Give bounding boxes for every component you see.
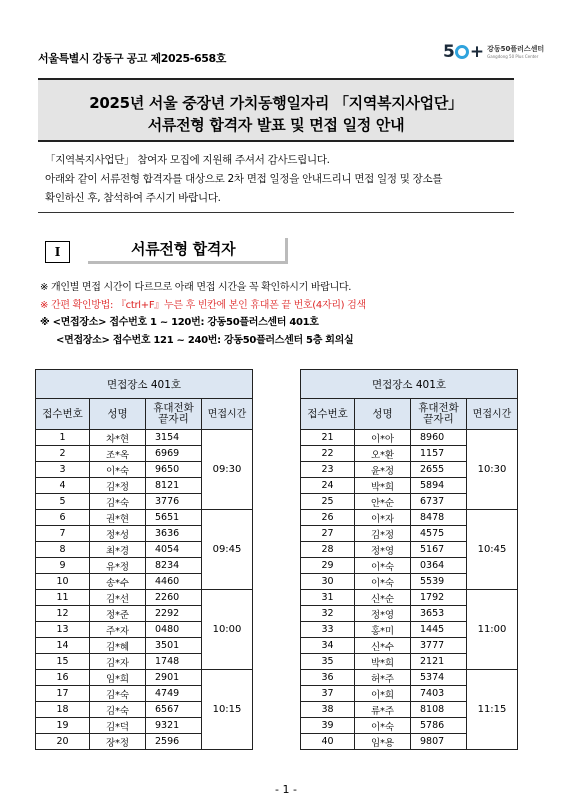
table-row [36, 510, 253, 526]
table-place-header: 면접장소 401호 [36, 370, 253, 399]
cell-phone: 3776 [146, 494, 202, 510]
cell-num: 2 [36, 446, 90, 462]
cell-num: 26 [301, 510, 355, 526]
notes [40, 279, 540, 349]
cell-name: 윤*정 [355, 462, 411, 478]
cell-time: 09:30 [202, 430, 253, 510]
cell-phone: 6969 [146, 446, 202, 462]
cell-name: 류*주 [355, 702, 411, 718]
cell-phone: 2596 [146, 734, 202, 750]
cell-num: 39 [301, 718, 355, 734]
table-row [301, 430, 518, 446]
cell-phone: 3636 [146, 526, 202, 542]
cell-phone: 2901 [146, 670, 202, 686]
cell-phone: 2121 [411, 654, 467, 670]
cell-phone: 1157 [411, 446, 467, 462]
cell-time: 10:30 [467, 430, 518, 510]
cell-num: 3 [36, 462, 90, 478]
cell-name: 김*선 [90, 590, 146, 606]
cell-time: 09:45 [202, 510, 253, 590]
section-title: 서류전형 합격자 [88, 238, 288, 264]
intro-line-2: 아래와 같이 서류전형 합격자를 대상으로 2차 면접 일정을 안내드리니 면접 일정 및 장소를 [45, 173, 443, 185]
cell-phone: 4054 [146, 542, 202, 558]
cell-name: 유*정 [90, 558, 146, 574]
cell-phone: 9321 [146, 718, 202, 734]
cell-name: 송*수 [90, 574, 146, 590]
cell-num: 7 [36, 526, 90, 542]
schedule-table-right [300, 369, 518, 750]
cell-name: 권*현 [90, 510, 146, 526]
cell-name: 이*희 [355, 686, 411, 702]
cell-num: 17 [36, 686, 90, 702]
table-row [36, 670, 253, 686]
cell-num: 13 [36, 622, 90, 638]
logo-name-kr: 강동50플러스센터 [487, 44, 545, 53]
cell-num: 21 [301, 430, 355, 446]
cell-name: 이*숙 [355, 718, 411, 734]
cell-phone: 4460 [146, 574, 202, 590]
cell-phone: 3777 [411, 638, 467, 654]
cell-num: 38 [301, 702, 355, 718]
cell-name: 김*숙 [90, 702, 146, 718]
col-header-name: 성명 [355, 399, 411, 430]
cell-phone: 8121 [146, 478, 202, 494]
cell-num: 27 [301, 526, 355, 542]
cell-phone: 6567 [146, 702, 202, 718]
cell-phone: 0480 [146, 622, 202, 638]
cell-num: 14 [36, 638, 90, 654]
cell-phone: 9650 [146, 462, 202, 478]
cell-name: 안*순 [355, 494, 411, 510]
cell-phone: 0364 [411, 558, 467, 574]
cell-name: 주*자 [90, 622, 146, 638]
page-number: - 1 - [275, 783, 297, 796]
cell-phone: 5374 [411, 670, 467, 686]
logo-ring-icon [455, 45, 469, 59]
cell-phone: 1792 [411, 590, 467, 606]
cell-phone: 8960 [411, 430, 467, 446]
cell-name: 오*환 [355, 446, 411, 462]
cell-phone: 3154 [146, 430, 202, 446]
table-row [301, 590, 518, 606]
cell-num: 1 [36, 430, 90, 446]
col-header-phone [146, 399, 202, 430]
cell-phone: 6737 [411, 494, 467, 510]
center-logo [443, 42, 544, 62]
col-header-phone-line1: 휴대전화 [418, 402, 459, 414]
cell-name: 최*경 [90, 542, 146, 558]
cell-name: 신*수 [355, 638, 411, 654]
cell-name: 김*자 [90, 654, 146, 670]
cell-name: 이*숙 [355, 558, 411, 574]
title-box [38, 78, 514, 142]
cell-phone: 7403 [411, 686, 467, 702]
col-header-phone-line1: 휴대전화 [153, 402, 194, 414]
cell-phone: 2260 [146, 590, 202, 606]
cell-name: 신*순 [355, 590, 411, 606]
cell-name: 정*성 [90, 526, 146, 542]
col-header-num: 접수번호 [36, 399, 90, 430]
section-number: I [45, 241, 70, 263]
cell-phone: 8478 [411, 510, 467, 526]
col-header-name: 성명 [90, 399, 146, 430]
cell-num: 24 [301, 478, 355, 494]
cell-num: 29 [301, 558, 355, 574]
intro-divider [38, 212, 514, 213]
table-row [301, 510, 518, 526]
col-header-time: 면접시간 [467, 399, 518, 430]
cell-num: 8 [36, 542, 90, 558]
cell-name: 정*준 [90, 606, 146, 622]
cell-phone: 4749 [146, 686, 202, 702]
cell-phone: 2655 [411, 462, 467, 478]
note-place-1: ※ <면접장소> 접수번호 1 ~ 120번: 강동50플러스센터 401호 [40, 317, 319, 328]
cell-phone: 8234 [146, 558, 202, 574]
col-header-phone-line2: 끝자리 [158, 413, 189, 425]
cell-num: 32 [301, 606, 355, 622]
cell-name: 정*영 [355, 542, 411, 558]
logo-name-en: Gangdong 50 Plus Center [487, 53, 539, 59]
cell-phone: 3653 [411, 606, 467, 622]
cell-name: 김*정 [90, 478, 146, 494]
cell-name: 박*희 [355, 478, 411, 494]
cell-time: 10:45 [467, 510, 518, 590]
cell-num: 30 [301, 574, 355, 590]
cell-num: 19 [36, 718, 90, 734]
cell-name: 장*정 [90, 734, 146, 750]
table-row [36, 590, 253, 606]
cell-num: 10 [36, 574, 90, 590]
cell-name: 홍*미 [355, 622, 411, 638]
cell-name: 김*숙 [90, 686, 146, 702]
cell-phone: 8108 [411, 702, 467, 718]
cell-time: 10:15 [202, 670, 253, 750]
cell-phone: 5539 [411, 574, 467, 590]
cell-num: 16 [36, 670, 90, 686]
cell-num: 11 [36, 590, 90, 606]
cell-num: 4 [36, 478, 90, 494]
cell-num: 20 [36, 734, 90, 750]
cell-phone: 1445 [411, 622, 467, 638]
cell-name: 임*용 [355, 734, 411, 750]
cell-num: 23 [301, 462, 355, 478]
cell-num: 22 [301, 446, 355, 462]
cell-num: 15 [36, 654, 90, 670]
cell-num: 9 [36, 558, 90, 574]
title-line-1: 2025년 서울 중장년 가치동행일자리 「지역복지사업단」 [89, 94, 463, 112]
cell-num: 35 [301, 654, 355, 670]
cell-num: 36 [301, 670, 355, 686]
cell-phone: 5786 [411, 718, 467, 734]
table-place-header: 면접장소 401호 [301, 370, 518, 399]
note-place-2: <면접장소> 접수번호 121 ~ 240번: 강동50플러스센터 5층 회의실 [56, 334, 354, 346]
cell-name: 김*숙 [90, 494, 146, 510]
cell-num: 28 [301, 542, 355, 558]
logo-mark-left: 5 [443, 42, 454, 62]
cell-phone: 9807 [411, 734, 467, 750]
cell-name: 김*덕 [90, 718, 146, 734]
title-line-2: 서류전형 합격자 발표 및 면접 일정 안내 [147, 116, 405, 134]
cell-num: 33 [301, 622, 355, 638]
note-search-tip: ※ 간편 확인방법: 『ctrl+F』누른 후 빈칸에 본인 휴대폰 끝 번호(4자리) 검색 [40, 299, 366, 311]
cell-num: 25 [301, 494, 355, 510]
cell-name: 임*희 [90, 670, 146, 686]
table-row [301, 670, 518, 686]
cell-time: 11:15 [467, 670, 518, 750]
schedule-table-left [35, 369, 253, 750]
note-interview-time: ※ 개인별 면접 시간이 다르므로 아래 면접 시간을 꼭 확인하시기 바랍니다. [40, 282, 352, 293]
cell-phone: 2292 [146, 606, 202, 622]
cell-name: 이*아 [355, 430, 411, 446]
cell-name: 정*영 [355, 606, 411, 622]
intro-text [45, 151, 515, 208]
cell-num: 31 [301, 590, 355, 606]
logo-mark [443, 42, 483, 62]
cell-name: 김*정 [355, 526, 411, 542]
cell-phone: 4575 [411, 526, 467, 542]
cell-name: 차*현 [90, 430, 146, 446]
logo-mark-right: + [469, 42, 484, 62]
cell-time: 11:00 [467, 590, 518, 670]
cell-num: 12 [36, 606, 90, 622]
col-header-phone-line2: 끝자리 [423, 413, 454, 425]
cell-name: 이*숙 [355, 574, 411, 590]
cell-time: 10:00 [202, 590, 253, 670]
cell-name: 박*희 [355, 654, 411, 670]
cell-name: 조*옥 [90, 446, 146, 462]
col-header-time: 면접시간 [202, 399, 253, 430]
col-header-num: 접수번호 [301, 399, 355, 430]
cell-num: 18 [36, 702, 90, 718]
cell-phone: 1748 [146, 654, 202, 670]
cell-num: 6 [36, 510, 90, 526]
cell-name: 김*혜 [90, 638, 146, 654]
cell-name: 허*주 [355, 670, 411, 686]
cell-name: 이*자 [355, 510, 411, 526]
cell-phone: 5167 [411, 542, 467, 558]
cell-num: 37 [301, 686, 355, 702]
cell-name: 이*숙 [90, 462, 146, 478]
cell-phone: 3501 [146, 638, 202, 654]
cell-phone: 5894 [411, 478, 467, 494]
intro-line-1: 「지역복지사업단」 참여자 모집에 지원해 주셔서 감사드립니다. [45, 154, 330, 166]
intro-line-3: 확인하신 후, 참석하여 주시기 바랍니다. [45, 192, 221, 204]
table-row [36, 430, 253, 446]
col-header-phone [411, 399, 467, 430]
cell-num: 40 [301, 734, 355, 750]
cell-phone: 5651 [146, 510, 202, 526]
cell-num: 34 [301, 638, 355, 654]
notice-number: 서울특별시 강동구 공고 제2025-658호 [38, 52, 226, 65]
cell-num: 5 [36, 494, 90, 510]
